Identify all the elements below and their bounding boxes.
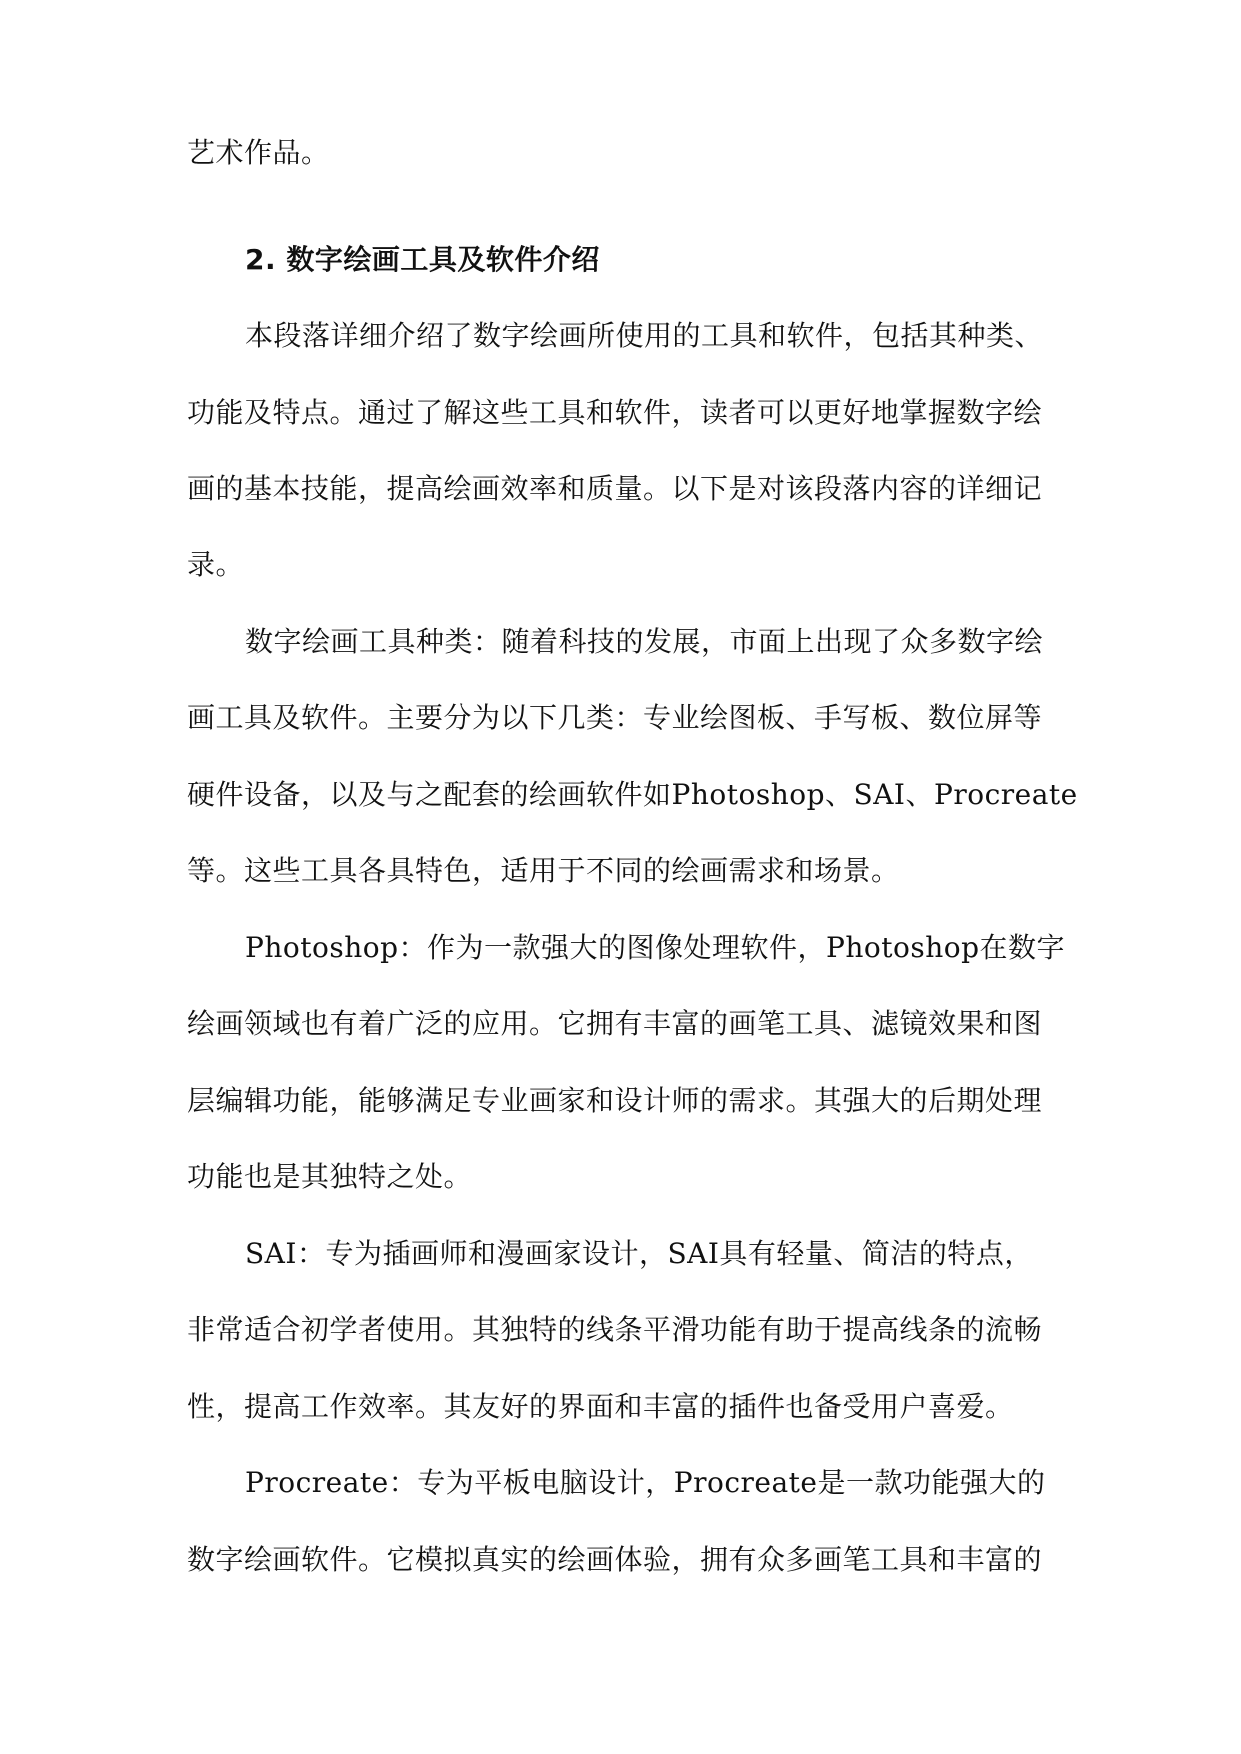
paragraph-line: 非常适合初学者使用。其独特的线条平滑功能有助于提高线条的流畅	[187, 1313, 1043, 1346]
paragraph-line: 录。	[187, 548, 245, 581]
text-line-wrapper	[187, 1216, 1055, 1293]
paragraph-line: 绘画领域也有着广泛的应用。它拥有丰富的画笔工具、滤镜效果和图	[187, 1007, 1043, 1040]
paragraph-line: 数字绘画软件。它模拟真实的绘画体验，拥有众多画笔工具和丰富的	[187, 1543, 1043, 1576]
paragraph-line: SAI：专为插画师和漫画家设计，SAI具有轻量、简洁的特点，	[245, 1237, 1033, 1270]
paragraph-line: 艺术作品。	[187, 136, 330, 169]
text-line-wrapper	[187, 375, 1055, 452]
text-line-wrapper	[187, 1369, 1055, 1446]
text-line-wrapper	[187, 298, 1055, 375]
paragraph-line: 性，提高工作效率。其友好的界面和丰富的插件也备受用户喜爱。	[187, 1390, 1014, 1423]
text-line-wrapper	[187, 527, 1055, 604]
text-line-wrapper	[187, 115, 1055, 192]
section-heading: 2. 数字绘画工具及软件介绍	[245, 243, 600, 276]
paragraph-line: 功能也是其独特之处。	[187, 1160, 473, 1193]
text-line-wrapper	[187, 1063, 1055, 1140]
paragraph-line: 画工具及软件。主要分为以下几类：专业绘图板、手写板、数位屏等	[187, 701, 1043, 734]
text-line-wrapper	[187, 833, 1055, 910]
paragraph-line: 画的基本技能，提高绘画效率和质量。以下是对该段落内容的详细记	[187, 472, 1043, 505]
text-line-wrapper	[187, 1139, 1055, 1216]
paragraph-line: 本段落详细介绍了数字绘画所使用的工具和软件，包括其种类、	[245, 319, 1044, 352]
paragraph-line: 硬件设备，以及与之配套的绘画软件如Photoshop、SAI、Procreate	[187, 778, 1078, 811]
paragraph-line: 数字绘画工具种类：随着科技的发展，市面上出现了众多数字绘	[245, 625, 1044, 658]
text-line-wrapper	[187, 757, 1078, 834]
text-line-wrapper	[187, 1522, 1055, 1599]
paragraph-line: Photoshop：作为一款强大的图像处理软件，Photoshop在数字	[245, 931, 1066, 964]
text-line-wrapper	[187, 680, 1055, 757]
text-line-wrapper	[187, 604, 1055, 681]
text-line-wrapper	[187, 1292, 1055, 1369]
text-line-wrapper	[187, 986, 1055, 1063]
paragraph-line: 层编辑功能，能够满足专业画家和设计师的需求。其强大的后期处理	[187, 1084, 1043, 1117]
paragraph-line: 等。这些工具各具特色，适用于不同的绘画需求和场景。	[187, 854, 900, 887]
text-line-wrapper	[187, 222, 1055, 299]
paragraph-line: 功能及特点。通过了解这些工具和软件，读者可以更好地掌握数字绘	[187, 396, 1043, 429]
text-line-wrapper	[187, 1445, 1055, 1522]
paragraph-line: Procreate：专为平板电脑设计，Procreate是一款功能强大的	[245, 1466, 1046, 1499]
text-line-wrapper	[187, 910, 1066, 987]
text-line-wrapper	[187, 451, 1055, 528]
